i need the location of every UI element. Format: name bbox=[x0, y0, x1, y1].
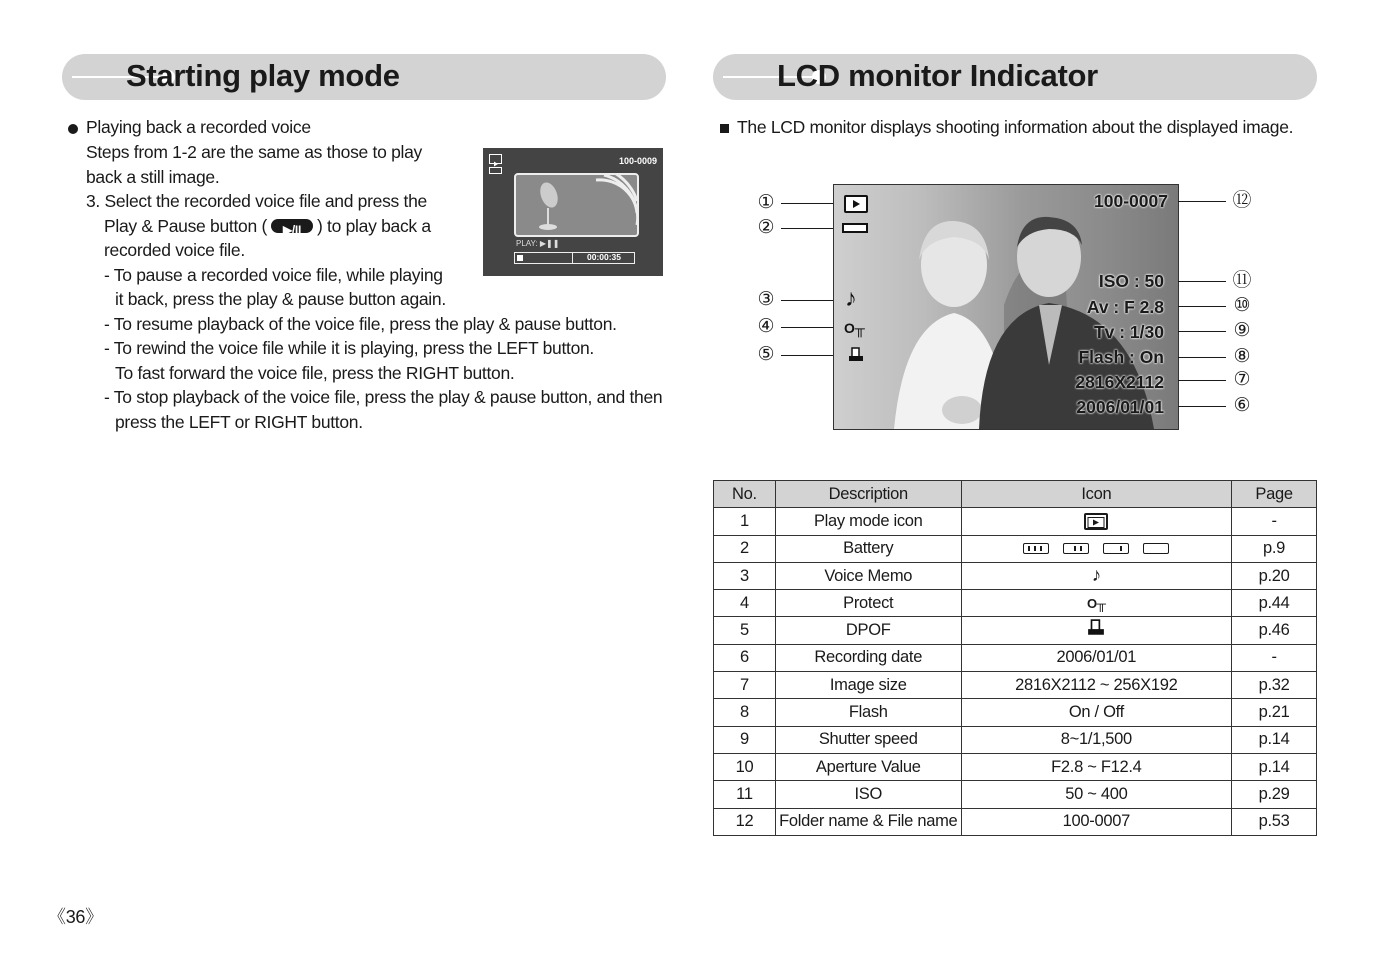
callout-3: ③ bbox=[757, 289, 775, 310]
body-line: - To rewind the voice file while it is playing, press the LEFT button. bbox=[104, 338, 594, 358]
play-mode-icon bbox=[1084, 513, 1108, 530]
column-header: Icon bbox=[961, 481, 1231, 508]
bullet-heading: Playing back a recorded voice bbox=[86, 117, 311, 137]
table-row bbox=[714, 562, 1317, 589]
cell-page: p.53 bbox=[1232, 808, 1317, 835]
cell-icon: On / Off bbox=[961, 699, 1231, 726]
voice-playback-lcd-image bbox=[483, 148, 663, 276]
body-line: 3. Select the recorded voice file and press the bbox=[86, 191, 427, 211]
body-line: - To stop playback of the voice file, press the play & pause button, and then bbox=[104, 387, 663, 407]
page-title-right: LCD monitor Indicator bbox=[777, 58, 1098, 93]
voice-memo-icon: ♪ bbox=[845, 285, 857, 312]
callout-5: ⑤ bbox=[757, 344, 775, 365]
leader-line bbox=[1178, 201, 1226, 202]
cell-no: 5 bbox=[714, 617, 776, 644]
cell-icon: 8~1/1,500 bbox=[961, 726, 1231, 753]
leader-line bbox=[1178, 281, 1226, 282]
body-line: it back, press the play & pause button again. bbox=[115, 289, 446, 309]
play-mode-icon bbox=[844, 195, 868, 213]
body-line: press the LEFT or RIGHT button. bbox=[115, 412, 363, 432]
cell-no: 3 bbox=[714, 562, 776, 589]
bullet-square-icon bbox=[720, 124, 729, 133]
cell-icon bbox=[961, 590, 1231, 617]
battery-icon bbox=[489, 167, 502, 174]
callout-6: ⑥ bbox=[1233, 395, 1251, 416]
body-line: back a still image. bbox=[86, 167, 220, 187]
cell-icon: 2006/01/01 bbox=[961, 644, 1231, 671]
play-mode-icon bbox=[489, 154, 502, 164]
cell-no: 10 bbox=[714, 753, 776, 780]
cell-page: - bbox=[1232, 508, 1317, 535]
indicator-table bbox=[713, 480, 1317, 836]
cell-description: Flash bbox=[775, 699, 961, 726]
overlay-date: 2006/01/01 bbox=[1076, 397, 1164, 417]
cell-icon bbox=[961, 617, 1231, 644]
cell-no: 8 bbox=[714, 699, 776, 726]
overlay-flash: Flash : On bbox=[1078, 347, 1164, 367]
callout-8: ⑧ bbox=[1233, 346, 1251, 367]
cell-no: 7 bbox=[714, 672, 776, 699]
cell-no: 11 bbox=[714, 781, 776, 808]
leader-line bbox=[1178, 331, 1226, 332]
cell-no: 9 bbox=[714, 726, 776, 753]
overlay-iso: ISO : 50 bbox=[1098, 271, 1164, 291]
cell-page: p.21 bbox=[1232, 699, 1317, 726]
leader-line bbox=[781, 327, 833, 328]
stop-icon bbox=[517, 255, 523, 261]
column-header: Page bbox=[1232, 481, 1317, 508]
body-line-with-button bbox=[104, 214, 431, 239]
table-row bbox=[714, 672, 1317, 699]
cell-icon bbox=[961, 508, 1231, 535]
lcd-monitor-photo bbox=[833, 184, 1179, 430]
callout-9: ⑨ bbox=[1233, 320, 1251, 341]
page-title-left: Starting play mode bbox=[126, 58, 400, 93]
leader-line bbox=[1178, 357, 1226, 358]
page-number: 《36》 bbox=[48, 907, 103, 927]
table-row bbox=[714, 644, 1317, 671]
body-line: Steps from 1-2 are the same as those to play bbox=[86, 142, 423, 162]
callout-1: ① bbox=[757, 192, 775, 213]
cell-description: ISO bbox=[775, 781, 961, 808]
table-row bbox=[714, 699, 1317, 726]
body-line: - To resume playback of the voice file, press the play & pause button. bbox=[104, 314, 617, 334]
leader-line bbox=[781, 203, 833, 204]
cell-description: Battery bbox=[775, 535, 961, 562]
body-line: - To pause a recorded voice file, while playing bbox=[104, 265, 443, 285]
section-header-right bbox=[713, 54, 1317, 100]
leader-line bbox=[1178, 306, 1226, 307]
play-status-label: PLAY: ▶❚❚ bbox=[516, 239, 560, 248]
callout-7: ⑦ bbox=[1233, 369, 1251, 390]
table-header-row bbox=[714, 481, 1317, 508]
leader-line bbox=[781, 228, 833, 229]
cell-icon bbox=[961, 535, 1231, 562]
bullet-icon bbox=[68, 124, 78, 134]
cell-description: Voice Memo bbox=[775, 562, 961, 589]
cell-page: p.20 bbox=[1232, 562, 1317, 589]
cell-page: p.46 bbox=[1232, 617, 1317, 644]
cell-description: Image size bbox=[775, 672, 961, 699]
battery-icon bbox=[842, 223, 868, 233]
table-row bbox=[714, 781, 1317, 808]
voice-memo-icon: ♪ bbox=[1091, 565, 1101, 587]
cell-no: 12 bbox=[714, 808, 776, 835]
cell-no: 4 bbox=[714, 590, 776, 617]
cell-page: p.32 bbox=[1232, 672, 1317, 699]
table-row bbox=[714, 508, 1317, 535]
leader-line bbox=[1178, 380, 1226, 381]
protect-icon: O╥ bbox=[844, 320, 865, 336]
cell-icon bbox=[961, 562, 1231, 589]
cell-page: p.29 bbox=[1232, 781, 1317, 808]
cell-page: p.14 bbox=[1232, 753, 1317, 780]
cell-page: p.14 bbox=[1232, 726, 1317, 753]
overlay-image-size: 2816X2112 bbox=[1075, 372, 1164, 392]
overlay-aperture: Av : F 2.8 bbox=[1086, 297, 1164, 317]
cell-no: 1 bbox=[714, 508, 776, 535]
cell-no: 6 bbox=[714, 644, 776, 671]
intro-text: The LCD monitor displays shooting information about the displayed image. bbox=[737, 117, 1294, 137]
body-text: ) to play back a bbox=[316, 216, 431, 236]
cell-description: Protect bbox=[775, 590, 961, 617]
cell-icon: 50 ~ 400 bbox=[961, 781, 1231, 808]
cell-description: Folder name & File name bbox=[775, 808, 961, 835]
cell-icon: F2.8 ~ F12.4 bbox=[961, 753, 1231, 780]
table-row bbox=[714, 753, 1317, 780]
table-row bbox=[714, 726, 1317, 753]
cell-description: DPOF bbox=[775, 617, 961, 644]
overlay-shutter: Tv : 1/30 bbox=[1093, 322, 1164, 342]
cell-description: Play mode icon bbox=[775, 508, 961, 535]
leader-line bbox=[1178, 406, 1226, 407]
callout-10: ⑩ bbox=[1233, 295, 1251, 316]
table-row bbox=[714, 808, 1317, 835]
lcd-file-name: 100-0009 bbox=[618, 156, 657, 166]
voice-memo-graphic bbox=[514, 173, 639, 237]
battery-full-icon bbox=[1023, 543, 1049, 554]
leader-line bbox=[781, 300, 833, 301]
callout-11: ⑪ bbox=[1232, 270, 1252, 291]
table-row bbox=[714, 535, 1317, 562]
table-row bbox=[714, 617, 1317, 644]
column-header: Description bbox=[775, 481, 961, 508]
playback-time: 00:00:35 bbox=[572, 252, 635, 264]
protect-key-icon: O╥ bbox=[1086, 595, 1106, 611]
cell-description: Aperture Value bbox=[775, 753, 961, 780]
cell-page: p.9 bbox=[1232, 535, 1317, 562]
dpof-icon bbox=[848, 347, 862, 361]
callout-2: ② bbox=[757, 217, 775, 238]
callout-4: ④ bbox=[757, 316, 775, 337]
cell-description: Shutter speed bbox=[775, 726, 961, 753]
leader-line bbox=[781, 355, 833, 356]
overlay-file-name: 100-0007 bbox=[1094, 191, 1168, 211]
battery-empty-icon bbox=[1143, 543, 1169, 554]
body-text: Play & Pause button ( bbox=[104, 216, 267, 236]
callout-12: ⑫ bbox=[1232, 190, 1252, 211]
column-header: No. bbox=[714, 481, 776, 508]
table-row bbox=[714, 590, 1317, 617]
cell-no: 2 bbox=[714, 535, 776, 562]
body-line: recorded voice file. bbox=[104, 240, 245, 260]
cell-page: p.44 bbox=[1232, 590, 1317, 617]
battery-two-thirds-icon bbox=[1063, 543, 1089, 554]
battery-one-third-icon bbox=[1103, 543, 1129, 554]
dpof-printer-icon bbox=[1087, 619, 1105, 642]
section-header-left bbox=[62, 54, 666, 100]
cell-page: - bbox=[1232, 644, 1317, 671]
cell-icon: 2816X2112 ~ 256X192 bbox=[961, 672, 1231, 699]
play-pause-button-icon: ▶/II bbox=[271, 219, 313, 233]
body-line: To fast forward the voice file, press the RIGHT button. bbox=[115, 363, 515, 383]
playback-progress-bar bbox=[514, 252, 635, 264]
cell-description: Recording date bbox=[775, 644, 961, 671]
cell-icon: 100-0007 bbox=[961, 808, 1231, 835]
